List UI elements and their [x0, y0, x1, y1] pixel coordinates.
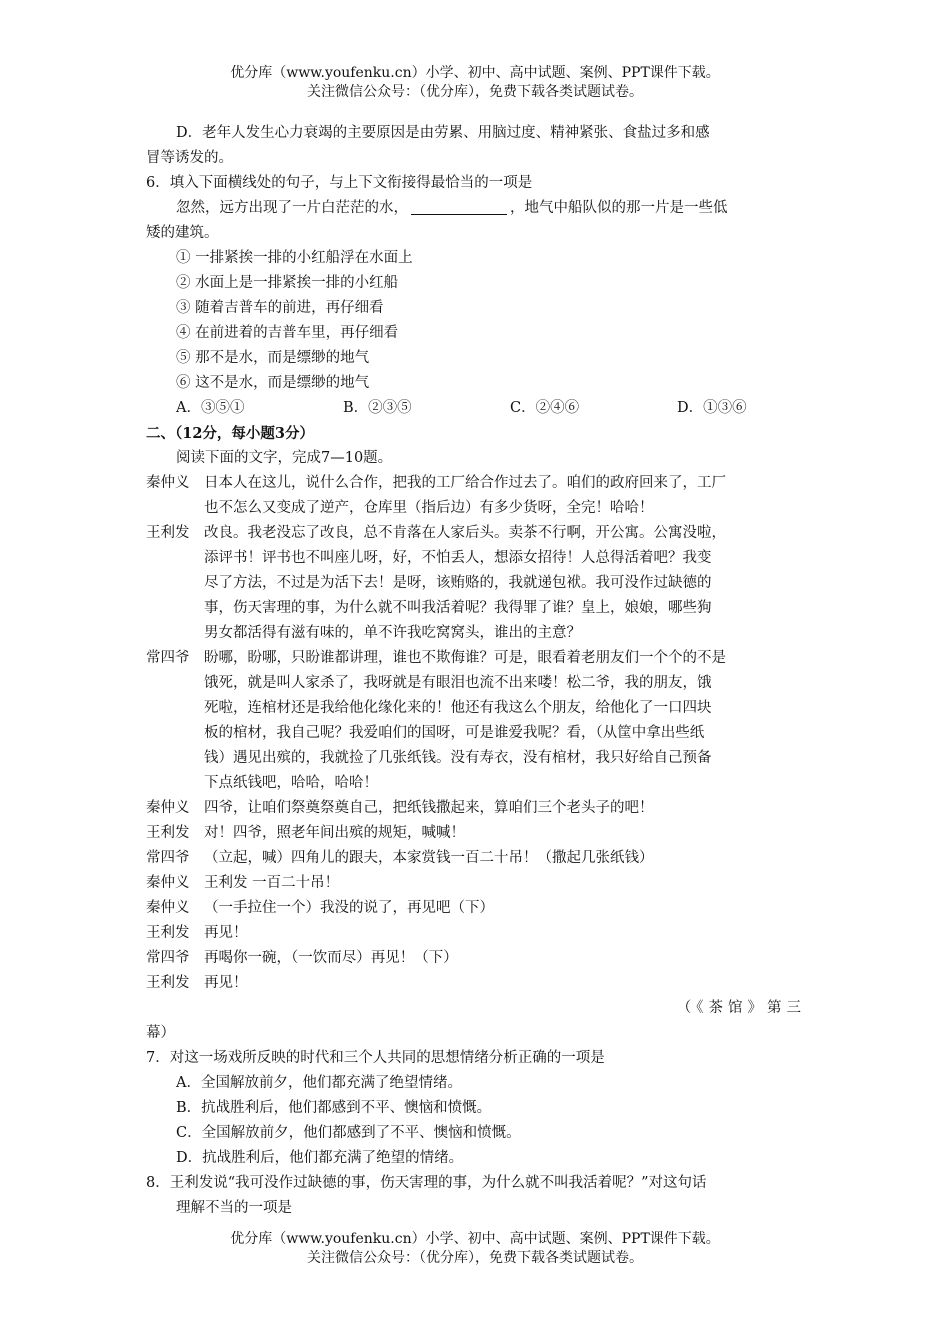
dialogue-turn: [146, 846, 806, 871]
q6-passage: [146, 196, 806, 221]
source-citation-cont: 幕）: [146, 1025, 175, 1041]
section-2-title: 二、（12分，每小题3分）: [146, 425, 315, 442]
q6-choice-b: B．②③⑤: [343, 400, 412, 416]
q7-option-c: C．全国解放前夕，他们都感到了不平、懊恼和愤慨。: [176, 1125, 521, 1141]
speaker: 王利发: [146, 825, 190, 841]
q6-item: ② 水面上是一排紧挨一排的小红船: [176, 275, 399, 291]
fill-blank: [411, 198, 507, 215]
speaker: 王利发: [146, 525, 190, 541]
speaker: 王利发: [146, 975, 190, 991]
speech-line: 下点纸钱吧，哈哈，哈哈！: [204, 775, 378, 791]
speaker: 常四爷: [146, 850, 190, 866]
speech-line: 改良。我老没忘了改良，总不肯落在人家后头。卖茶不行啊，开公寓。公寓没啦，: [204, 525, 726, 541]
speech-line: 板的棺材，我自己呢？我爱咱们的国呀，可是谁爱我呢？看，（从筐中拿出些纸: [204, 725, 705, 741]
q6-choice-a: A．③⑤①: [176, 400, 245, 416]
speech-line: 再见！: [204, 975, 248, 991]
dialogue-turn: [146, 871, 806, 896]
q7-option-b: B．抗战胜利后，他们都感到不平、懊恼和愤慨。: [176, 1100, 492, 1116]
speech-line: 对！四爷，照老年间出殡的规矩，喊喊！: [204, 825, 465, 841]
footer-line-2: 关注微信公众号：（优分库），免费下载各类试题试卷。: [307, 1250, 643, 1266]
dialogue-turn: [146, 971, 806, 996]
speaker: 王利发: [146, 925, 190, 941]
q6-passage-b: ，地气中船队似的那一片是一些低: [510, 200, 728, 216]
speech-line: （一手拉住一个）我没的说了，再见吧（下）: [204, 900, 494, 916]
q5-option-d: D．老年人发生心力衰竭的主要原因是由劳累、用脑过度、精神紧张、食盐过多和感: [176, 125, 710, 141]
speaker: 秦仲义: [146, 900, 190, 916]
q6-choices: [146, 396, 806, 421]
speech-line: （立起，喊）四角儿的跟夫，本家赏钱一百二十吊！（撒起几张纸钱）: [204, 850, 654, 866]
speech-line: 添评书！评书也不叫座儿呀，好，不怕丢人，想添女招待！人总得活着吧？我变: [204, 550, 712, 566]
header-line-1: 优分库（www.youfenku.cn）小学、初中、高中试题、案例、PPT课件下载。: [230, 65, 720, 81]
q6-item: ① 一排紧挨一排的小红船浮在水面上: [176, 250, 413, 266]
speech-line: 王利发 一百二十吊！: [204, 875, 340, 891]
speech-line: 日本人在这儿，说什么合作，把我的工厂给合作过去了。咱们的政府回来了，工厂: [204, 475, 726, 491]
q6-item: ④ 在前进着的吉普车里，再仔细看: [176, 325, 399, 341]
q5-option-d-cont: 冒等诱发的。: [146, 150, 233, 166]
q6-item: ⑤ 那不是水，而是缥缈的地气: [176, 350, 370, 366]
q6-item: ③ 随着吉普车的前进，再仔细看: [176, 300, 384, 316]
speaker: 秦仲义: [146, 800, 190, 816]
speaker: 常四爷: [146, 650, 190, 666]
speaker: 常四爷: [146, 950, 190, 966]
dialogue-turn: [146, 646, 806, 796]
q8-stem: 8．王利发说“我可没作过缺德的事，伤天害理的事，为什么就不叫我活着呢？”对这句话: [146, 1175, 707, 1191]
dialogue-turn: [146, 946, 806, 971]
q6-choice-d: D．①③⑥: [677, 400, 747, 416]
speech-line: 钱）遇见出殡的，我就捡了几张纸钱。没有寿衣，没有棺材，我只好给自己预备: [204, 750, 712, 766]
speech-line: 死啦，连棺材还是我给他化缘化来的！他还有我这么个朋友，给他化了一口四块: [204, 700, 712, 716]
dialogue-turn: [146, 796, 806, 821]
speech-line: 再喝你一碗，（一饮而尽）再见！（下）: [204, 950, 458, 966]
speaker: 秦仲义: [146, 875, 190, 891]
exam-content: [146, 121, 806, 1221]
speech-line: 盼哪，盼哪，只盼谁都讲理，谁也不欺侮谁？可是，眼看着老朋友们一个个的不是: [204, 650, 726, 666]
speech-line: 四爷，让咱们祭奠祭奠自己，把纸钱撒起来，算咱们三个老头子的吧！: [204, 800, 654, 816]
speech-line: 再见！: [204, 925, 248, 941]
q6-choice-c: C．②④⑥: [510, 400, 580, 416]
page-footer: [0, 1230, 950, 1268]
dialogue: [146, 471, 806, 996]
q6-item: ⑥ 这不是水，而是缥缈的地气: [176, 375, 370, 391]
q7-option-d: D．抗战胜利后，他们都充满了绝望的情绪。: [176, 1150, 464, 1166]
dialogue-turn: [146, 521, 806, 646]
page-header: [0, 64, 950, 102]
dialogue-turn: [146, 821, 806, 846]
q6-passage-a: 忽然，远方出现了一片白茫茫的水，: [176, 200, 408, 216]
section-2-intro: 阅读下面的文字，完成7—10题。: [176, 450, 393, 466]
q8-stem-cont: 理解不当的一项是: [176, 1200, 292, 1216]
q7-option-a: A．全国解放前夕，他们都充满了绝望情绪。: [176, 1075, 462, 1091]
footer-line-1: 优分库（www.youfenku.cn）小学、初中、高中试题、案例、PPT课件下载。: [230, 1231, 720, 1247]
q7-stem: 7．对这一场戏所反映的时代和三个人共同的思想情绪分析正确的一项是: [146, 1050, 605, 1066]
dialogue-turn: [146, 471, 806, 521]
speech-line: 事，伤天害理的事，为什么就不叫我活着呢？我得罪了谁？皇上，娘娘，哪些狗: [204, 600, 712, 616]
speech-line: 饿死，就是叫人家杀了，我呀就是有眼泪也流不出来喽！松二爷，我的朋友，饿: [204, 675, 712, 691]
source-citation: （《茶馆》第三: [676, 1000, 806, 1016]
q6-passage-cont: 矮的建筑。: [146, 225, 219, 241]
speaker: 秦仲义: [146, 475, 190, 491]
speech-line: 尽了方法，不过是为活下去！是呀，该贿赂的，我就递包袱。我可没作过缺德的: [204, 575, 712, 591]
dialogue-turn: [146, 921, 806, 946]
dialogue-turn: [146, 896, 806, 921]
header-line-2: 关注微信公众号：（优分库），免费下载各类试题试卷。: [307, 84, 643, 100]
speech-line: 男女都活得有滋有味的，单不许我吃窝窝头，谁出的主意？: [204, 625, 581, 641]
q6-stem: 6．填入下面横线处的句子，与上下文衔接得最恰当的一项是: [146, 175, 533, 191]
speech-line: 也不怎么又变成了逆产，仓库里（指后边）有多少货呀，全完！哈哈！: [204, 500, 654, 516]
